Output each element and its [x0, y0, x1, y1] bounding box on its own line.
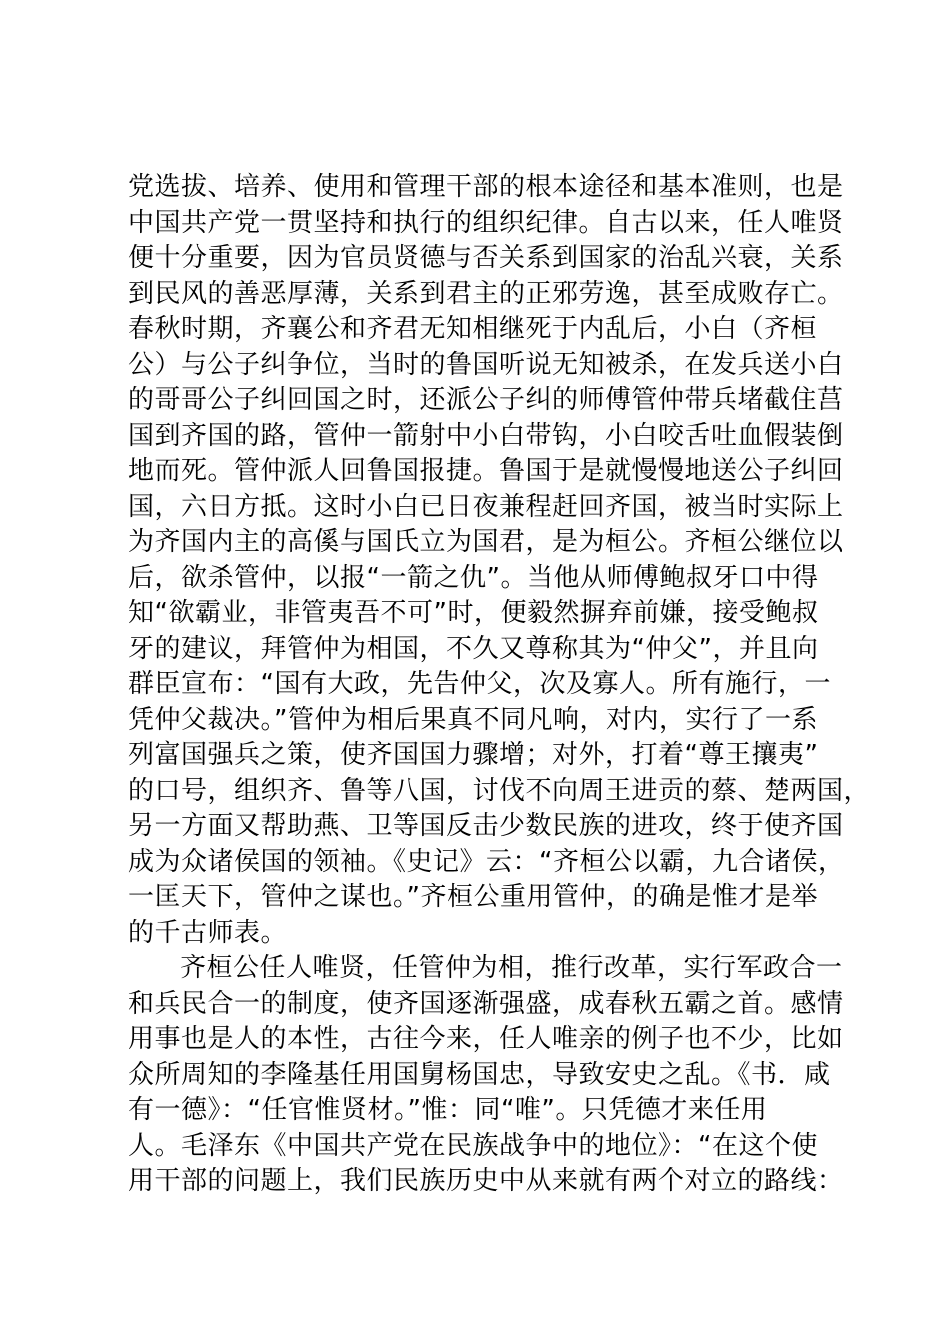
text-line: 党选拔、培养、使用和管理干部的根本途径和基本准则，也是: [128, 172, 844, 202]
paragraph-1: [128, 170, 871, 951]
text-line: 国，六日方抵。这时小白已日夜兼程赶回齐国，被当时实际上: [128, 491, 844, 522]
text-line: 成为众诸侯国的领袖。《史记》云：“齐桓公以霸，九合诸侯，: [128, 846, 845, 877]
text-line: 地而死。管仲派人回鲁国报捷。鲁国于是就慢慢地送公子纠回: [128, 456, 844, 486]
text-line: 为齐国内主的高傒与国氏立为国君，是为桓公。齐桓公继位以: [128, 527, 844, 557]
text-line: 后，欲杀管仲，以报“一箭之仇”。当他从师傅鲍叔牙口中得: [128, 562, 819, 593]
text-line: 一匡天下，管仲之谋也。”齐桓公重用管仲，的确是惟才是举: [128, 882, 818, 912]
text-line: 到民风的善恶厚薄，关系到君主的正邪劳逸，甚至成败存亡。: [128, 278, 844, 309]
text-line: 的哥哥公子纠回国之时，还派公子纠的师傅管仲带兵堵截住莒: [128, 385, 844, 415]
text-line: 另一方面又帮助燕、卫等国反击少数民族的进攻，终于使齐国: [128, 811, 844, 841]
text-line: 凭仲父裁决。”管仲为相后果真不同凡响，对内，实行了一系: [128, 704, 818, 735]
text-line: 的千古师表。: [128, 917, 288, 948]
text-line: 便十分重要，因为官员贤德与否关系到国家的治乱兴衰，关系: [128, 243, 844, 273]
text-line: 群臣宣布：“国有大政，先告仲父，次及寡人。所有施行，一: [128, 669, 831, 699]
text-line: 众所周知的李隆基任用国舅杨国忠，导致安史之乱。《书．咸: [128, 1059, 831, 1090]
text-line: 人。毛泽东《中国共产党在民族战争中的地位》：“在这个使: [128, 1130, 818, 1161]
text-line: 的口号，组织齐、鲁等八国，讨伐不向周王进贡的蔡、楚两国，: [128, 775, 871, 806]
text-line: 春秋时期，齐襄公和齐君无知相继死于内乱后，小白（齐桓: [128, 314, 818, 344]
text-line: 齐桓公任人唯贤，任管仲为相，推行改革，实行军政合一: [180, 953, 843, 983]
text-line: 列富国强兵之策，使齐国国力骤增；对外，打着“尊王攘夷”: [128, 740, 819, 770]
text-line: 知“欲霸业，非管夷吾不可”时，便毅然摒弃前嫌，接受鲍叔: [128, 598, 819, 628]
paragraph-2: [128, 951, 848, 1200]
text-line: 用干部的问题上，我们民族历史中从来就有两个对立的路线：: [128, 1166, 844, 1196]
text-line: 公）与公子纠争位，当时的鲁国听说无知被杀，在发兵送小白: [128, 349, 844, 380]
text-line: 中国共产党一贯坚持和执行的组织纪律。自古以来，任人唯贤: [128, 207, 844, 238]
text-line: 有一德》：“任官惟贤材。”惟：同“唯”。只凭德才来任用: [128, 1095, 768, 1125]
text-line: 和兵民合一的制度，使齐国逐渐强盛，成春秋五霸之首。感情: [128, 988, 844, 1019]
text-line: 牙的建议，拜管仲为相国，不久又尊称其为“仲父”，并且向: [128, 633, 819, 664]
text-line: 国到齐国的路，管仲一箭射中小白带钩，小白咬舌吐血假装倒: [128, 420, 844, 451]
document-page: [128, 170, 871, 1200]
text-line: 用事也是人的本性，古往今来，任人唯亲的例子也不少，比如: [128, 1024, 844, 1054]
